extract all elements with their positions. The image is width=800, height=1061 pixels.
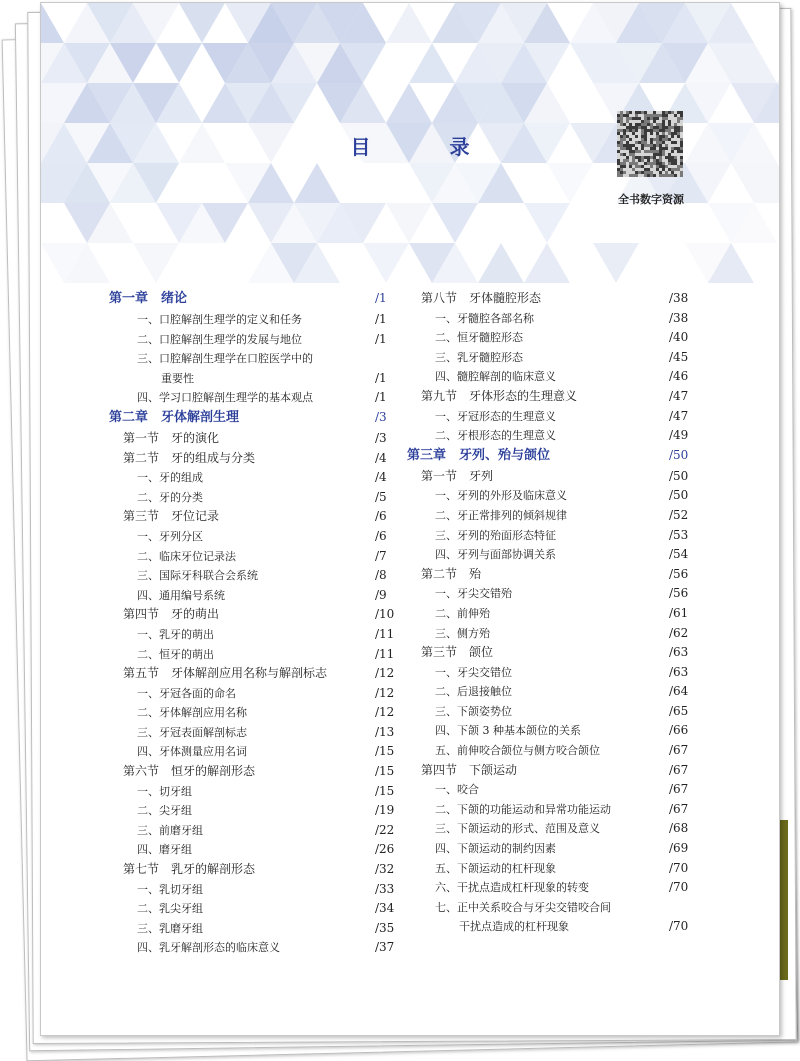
toc-entry-page: /12 <box>375 666 395 681</box>
toc-entry-title: 三、牙冠表面解剖标志 <box>137 725 247 739</box>
toc-entry-title: 四、磨牙组 <box>137 843 192 857</box>
toc-item[interactable] <box>109 938 395 958</box>
toc-item[interactable] <box>109 782 395 802</box>
toc-entry-title: 二、牙根形态的生理意义 <box>435 429 556 443</box>
toc-entry-page: /1 <box>375 312 387 326</box>
pattern-triangle <box>593 243 639 283</box>
toc-column-left <box>109 289 395 958</box>
toc-entry-page: /9 <box>375 587 387 602</box>
toc-entry-page: /63 <box>669 645 689 660</box>
toc-item[interactable] <box>407 663 691 683</box>
toc-entry-title: 三、下颌运动的形式、范围及意义 <box>435 822 600 836</box>
toc-entry-page: /33 <box>375 881 395 896</box>
toc-entry-title: 二、口腔解剖生理学的发展与地位 <box>137 332 302 346</box>
toc-item[interactable] <box>109 919 395 939</box>
toc-entry-title: 三、乳牙髓腔形态 <box>435 350 523 364</box>
pattern-triangle <box>133 243 179 283</box>
toc-entry-title: 五、前伸咬合颌位与侧方咬合颌位 <box>435 744 600 758</box>
toc-entry-title: 第二节 殆 <box>421 566 482 581</box>
toc-entry-page: /68 <box>669 821 689 836</box>
toc-item[interactable] <box>407 309 691 329</box>
toc-entry-page: /47 <box>669 408 689 423</box>
toc-entry-title: 四、学习口腔解剖生理学的基本观点 <box>137 391 313 405</box>
toc-entry-page: /56 <box>669 566 689 581</box>
toc-entry-title: 一、牙的组成 <box>137 471 203 485</box>
toc-entry-title: 第三章 牙列、殆与颌位 <box>407 447 551 463</box>
pattern-triangle <box>547 163 593 203</box>
toc-entry-title: 二、牙体解剖应用名称 <box>137 706 247 720</box>
toc-entry-page: /15 <box>375 744 395 759</box>
toc-entry-title: 三、侧方殆 <box>435 626 490 640</box>
toc-entry-page: /63 <box>669 664 689 679</box>
toc-item[interactable] <box>109 388 395 408</box>
toc-entry-page: /1 <box>375 390 387 405</box>
toc-cont[interactable] <box>109 369 395 389</box>
toc-entry-page: /35 <box>375 920 395 935</box>
toc-entry-page: /56 <box>669 586 689 601</box>
toc-entry-title: 二、下颌的功能运动和异常功能运动 <box>435 802 611 816</box>
toc-item[interactable] <box>109 703 395 723</box>
toc-item[interactable] <box>407 604 691 624</box>
toc-entry-title: 第二节 牙的组成与分类 <box>123 450 256 465</box>
toc-entry-page: /65 <box>669 703 689 718</box>
toc-section[interactable] <box>407 467 691 487</box>
toc-cont[interactable] <box>407 917 691 937</box>
toc-entry-page: /70 <box>669 919 689 934</box>
toc-entry-page: /37 <box>375 940 395 955</box>
toc-entry-title: 第一节 牙列 <box>421 468 494 483</box>
toc-entry-title: 第四节 牙的萌出 <box>123 607 220 622</box>
toc-entry-page: /38 <box>669 291 689 305</box>
toc-item[interactable] <box>109 586 395 606</box>
toc-entry-page: /47 <box>669 388 689 403</box>
pattern-triangle <box>41 3 64 43</box>
toc-entry-title: 三、牙列的殆面形态特征 <box>435 528 556 542</box>
toc-entry-title: 一、口腔解剖生理学的定义和任务 <box>137 313 302 326</box>
toc-entry-page: /22 <box>375 822 395 837</box>
toc-section[interactable] <box>109 860 395 880</box>
toc-item[interactable] <box>407 898 691 918</box>
toc-item[interactable] <box>407 328 691 348</box>
toc-section[interactable] <box>407 387 691 407</box>
pattern-triangle <box>432 203 478 243</box>
toc-entry-title: 一、乳切牙组 <box>137 882 203 896</box>
toc-entry-title: 第六节 恒牙的解剖形态 <box>123 764 256 779</box>
toc-item[interactable] <box>407 721 691 741</box>
toc-entry-title: 四、牙列与面部协调关系 <box>435 548 556 562</box>
toc-entry-title: 二、牙的分类 <box>137 490 203 504</box>
toc-entry-title: 第三节 牙位记录 <box>123 509 220 524</box>
toc-entry-page: /11 <box>375 626 395 641</box>
toc-item[interactable] <box>109 899 395 919</box>
toc-item[interactable] <box>407 367 691 387</box>
toc-item[interactable] <box>407 584 691 604</box>
pattern-triangle <box>386 3 432 43</box>
toc-entry-title: 四、通用编号系统 <box>137 588 225 602</box>
toc-entry-title: 第四节 下颌运动 <box>421 762 518 777</box>
toc-item[interactable] <box>109 880 395 900</box>
pattern-triangle <box>156 43 202 83</box>
pattern-triangle <box>294 163 340 203</box>
toc-item[interactable] <box>407 624 691 644</box>
toc-entry-page: /10 <box>375 607 395 622</box>
qr-code-icon[interactable] <box>617 111 683 177</box>
toc-section[interactable] <box>109 762 395 782</box>
toc-entry-title: 第一节 牙的演化 <box>123 430 220 445</box>
toc-item[interactable] <box>109 468 395 488</box>
pattern-triangle <box>363 243 409 283</box>
toc-entry-page: /15 <box>375 764 395 779</box>
toc-entry-title: 第九节 牙体形态的生理意义 <box>421 388 578 403</box>
toc-entry-page: /49 <box>669 428 689 443</box>
toc-entry-page: /12 <box>375 705 395 720</box>
toc-entry-page: /11 <box>375 646 395 661</box>
toc-entry-title: 第七节 乳牙的解剖形态 <box>123 862 256 877</box>
toc-section[interactable] <box>109 664 395 684</box>
toc-entry-title: 二、牙正常排列的倾斜规律 <box>435 508 567 522</box>
toc-item[interactable] <box>407 819 691 839</box>
toc-section[interactable] <box>407 643 691 663</box>
toc-item[interactable] <box>407 426 691 446</box>
toc-item[interactable] <box>407 839 691 859</box>
toc-entry-page: /64 <box>669 684 689 699</box>
pattern-triangle <box>386 203 432 243</box>
toc-entry-title: 四、髓腔解剖的临床意义 <box>435 370 556 384</box>
toc-entry-title: 二、临床牙位记录法 <box>137 549 236 563</box>
toc-entry-page: /12 <box>375 685 395 700</box>
toc-entry-title: 一、牙冠各面的命名 <box>137 686 236 700</box>
qr-label: 全书数字资源 <box>618 193 684 206</box>
toc-entry-page: /54 <box>669 547 689 562</box>
toc-item[interactable] <box>109 840 395 860</box>
toc-entry-page: /38 <box>669 310 689 325</box>
toc-entry-page: /7 <box>375 548 387 563</box>
toc-entry-page: /1 <box>375 291 387 305</box>
page-title: 目 录 <box>350 135 506 159</box>
toc-entry-page: /3 <box>375 409 387 424</box>
toc-item[interactable] <box>407 741 691 761</box>
toc-entry-page: /3 <box>375 430 387 445</box>
toc-entry-title: 五、下颌运动的杠杆现象 <box>435 861 556 875</box>
toc-section[interactable] <box>109 449 395 469</box>
toc-entry-title: 一、咬合 <box>435 783 479 797</box>
toc-entry-title: 四、牙体测量应用名词 <box>137 745 247 759</box>
toc-section[interactable] <box>407 761 691 781</box>
toc-item[interactable] <box>109 330 395 350</box>
toc-item[interactable] <box>407 486 691 506</box>
toc-entry-page: /70 <box>669 880 689 895</box>
toc-item[interactable] <box>109 566 395 586</box>
toc-item[interactable] <box>407 800 691 820</box>
toc-entry-page: /5 <box>375 489 387 504</box>
toc-entry-page: /70 <box>669 860 689 875</box>
toc-chapter[interactable] <box>407 446 691 467</box>
toc-entry-title: 二、尖牙组 <box>137 804 192 818</box>
toc-entry-page: /67 <box>669 762 689 777</box>
toc-item[interactable] <box>109 527 395 547</box>
pattern-triangle <box>179 3 225 43</box>
toc-entry-title: 一、牙尖交错位 <box>435 665 512 679</box>
toc-entry-title: 二、乳尖牙组 <box>137 902 203 916</box>
toc-entry-page: /69 <box>669 841 689 856</box>
toc-entry-title: 七、正中关系咬合与牙尖交错咬合间 <box>435 900 611 914</box>
pattern-triangle <box>478 243 524 283</box>
toc-section[interactable] <box>109 429 395 449</box>
toc-item[interactable] <box>407 780 691 800</box>
toc-item[interactable] <box>407 506 691 526</box>
toc-entry-page: /13 <box>375 724 395 739</box>
toc-item[interactable] <box>407 407 691 427</box>
toc-page <box>40 2 780 1036</box>
toc-entry-title: 二、恒牙髓腔形态 <box>435 331 523 345</box>
toc-entry-title: 一、牙列分区 <box>137 529 203 543</box>
toc-entry-title: 第二章 牙体解剖生理 <box>109 409 240 425</box>
pattern-triangle <box>777 43 779 83</box>
toc-entry-title: 二、后退接触位 <box>435 685 512 699</box>
toc-entry-title: 干扰点造成的杠杆现象 <box>459 920 569 934</box>
toc-entry-title: 一、牙冠形态的生理意义 <box>435 409 556 423</box>
toc-entry-title: 四、乳牙解剖形态的临床意义 <box>137 941 280 955</box>
toc-entry-page: /50 <box>669 488 689 503</box>
toc-entry-page: /26 <box>375 842 395 857</box>
toc-entry-page: /67 <box>669 743 689 758</box>
toc-entry-title: 重要性 <box>161 371 194 385</box>
toc-entry-page: /62 <box>669 625 689 640</box>
toc-entry-page: /6 <box>375 528 387 543</box>
toc-item[interactable] <box>407 348 691 368</box>
toc-item[interactable] <box>109 821 395 841</box>
pattern-triangle <box>524 203 570 243</box>
toc-entry-page: /4 <box>375 450 387 465</box>
toc-item[interactable] <box>109 488 395 508</box>
toc-entry-page: /52 <box>669 507 689 522</box>
toc-item[interactable] <box>407 859 691 879</box>
toc-entry-title: 三、下颌姿势位 <box>435 704 512 718</box>
toc-entry-title: 四、下颌 3 种基本颌位的关系 <box>435 724 581 738</box>
toc-entry-title: 一、牙尖交错殆 <box>435 587 512 601</box>
toc-entry-page: /19 <box>375 803 395 818</box>
toc-section[interactable] <box>109 605 395 625</box>
toc-item[interactable] <box>109 723 395 743</box>
toc-chapter[interactable] <box>109 289 395 310</box>
toc-entry-page: /4 <box>375 470 387 485</box>
toc-item[interactable] <box>407 878 691 898</box>
pattern-triangle <box>386 83 432 123</box>
toc-entry-page: /67 <box>669 801 689 816</box>
toc-item[interactable] <box>407 702 691 722</box>
toc-item[interactable] <box>109 645 395 665</box>
toc-item[interactable] <box>109 801 395 821</box>
toc-entry-title: 四、下颌运动的制约因素 <box>435 842 556 856</box>
toc-chapter[interactable] <box>109 408 395 429</box>
toc-entry-page: /45 <box>669 349 689 364</box>
toc-section[interactable] <box>407 289 691 309</box>
toc-item[interactable] <box>109 742 395 762</box>
toc-entry-page: /66 <box>669 723 689 738</box>
toc-entry-page: /67 <box>669 782 689 797</box>
toc-entry-page: /53 <box>669 527 689 542</box>
toc-entry-title: 一、切牙组 <box>137 784 192 798</box>
toc-item[interactable] <box>407 526 691 546</box>
toc-entry-page: /50 <box>669 468 689 483</box>
toc-item[interactable] <box>407 545 691 565</box>
toc-entry-page: /46 <box>669 369 689 384</box>
pattern-triangle <box>524 243 570 283</box>
toc-entry-title: 第三节 颌位 <box>421 645 494 660</box>
toc-entry-title: 三、口腔解剖生理学在口腔医学中的 <box>137 352 313 366</box>
toc-item[interactable] <box>407 682 691 702</box>
toc-item[interactable] <box>109 684 395 704</box>
toc-item[interactable] <box>109 625 395 645</box>
toc-entry-title: 一、牙髓腔各部名称 <box>435 311 534 325</box>
toc-column-right <box>407 289 691 937</box>
toc-entry-title: 一、乳牙的萌出 <box>137 627 214 641</box>
toc-entry-title: 三、乳磨牙组 <box>137 921 203 935</box>
toc-entry-title: 二、恒牙的萌出 <box>137 647 214 661</box>
toc-entry-page: /6 <box>375 509 387 524</box>
toc-entry-page: /40 <box>669 330 689 345</box>
toc-entry-title: 六、干扰点造成杠杆现象的转变 <box>435 881 589 895</box>
toc-entry-page: /1 <box>375 331 387 346</box>
toc-entry-title: 第五节 牙体解剖应用名称与解剖标志 <box>123 666 328 681</box>
toc-item[interactable] <box>109 349 395 369</box>
toc-entry-title: 二、前伸殆 <box>435 606 490 620</box>
toc-entry-page: /15 <box>375 783 395 798</box>
toc-entry-page: /61 <box>669 605 689 620</box>
toc-item[interactable] <box>109 310 395 330</box>
toc-entry-page: /1 <box>375 370 387 385</box>
toc-entry-page: /32 <box>375 862 395 877</box>
toc-entry-title: 三、前磨牙组 <box>137 823 203 837</box>
toc-section[interactable] <box>407 565 691 585</box>
toc-item[interactable] <box>109 547 395 567</box>
toc-entry-title: 三、国际牙科联合会系统 <box>137 569 258 583</box>
toc-entry-page: /8 <box>375 568 387 583</box>
toc-entry-page: /50 <box>669 447 689 462</box>
toc-entry-title: 第八节 牙体髓腔形态 <box>421 291 542 305</box>
toc-section[interactable] <box>109 507 395 527</box>
toc-entry-page: /34 <box>375 901 395 916</box>
pattern-triangle <box>409 43 455 83</box>
toc-entry-title: 一、牙列的外形及临床意义 <box>435 489 567 503</box>
toc-entry-title: 第一章 绪论 <box>109 291 188 306</box>
